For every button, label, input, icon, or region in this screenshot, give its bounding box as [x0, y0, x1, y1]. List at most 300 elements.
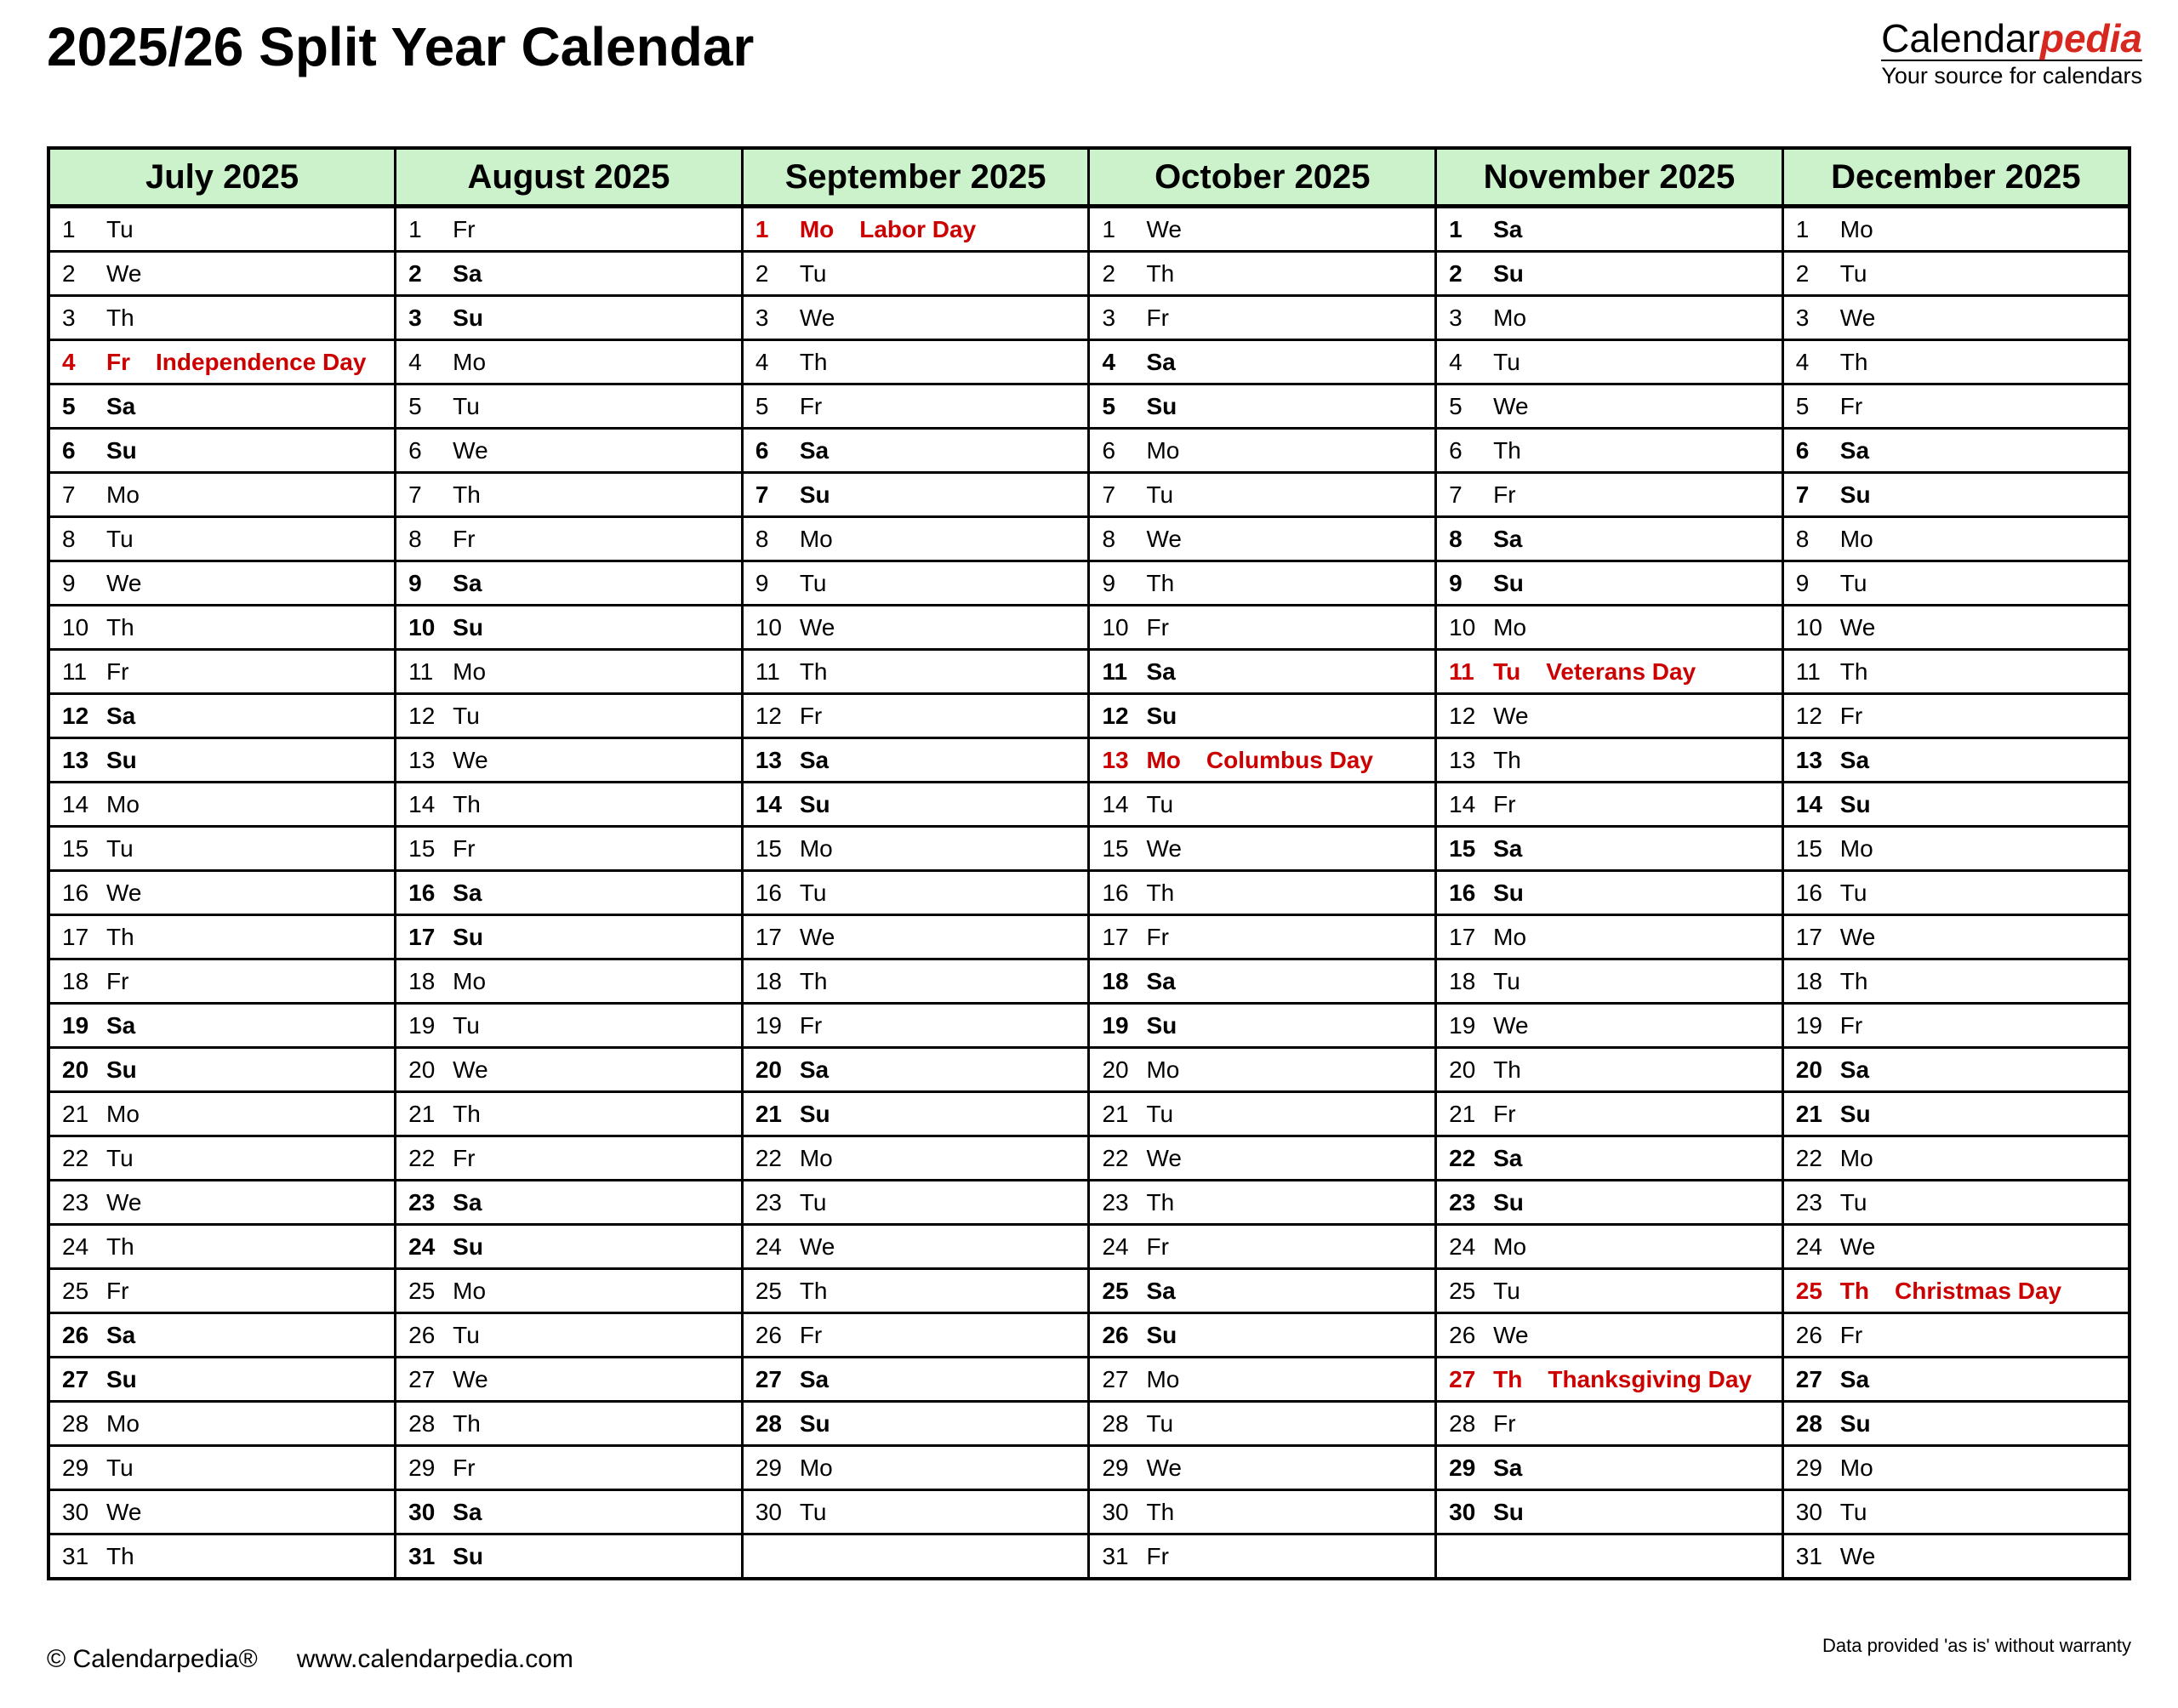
- day-cell-december-2025-30: [1782, 1490, 2130, 1534]
- weekday-abbr: Th: [453, 1409, 481, 1437]
- day-number: 24: [62, 1233, 89, 1260]
- day-cell-july-2025-12: [48, 694, 396, 738]
- day-number: 12: [408, 702, 436, 729]
- weekday-abbr: Su: [799, 790, 830, 817]
- day-cell-october-2025-13: [1089, 738, 1436, 783]
- calendar-table: [47, 146, 2131, 1580]
- day-number: 2: [62, 259, 76, 287]
- day-cell-august-2025-15: [396, 827, 743, 871]
- day-number: 5: [1449, 392, 1462, 419]
- day-cell-july-2025-13: [48, 738, 396, 783]
- day-number: 23: [1102, 1188, 1129, 1216]
- weekday-abbr: Fr: [106, 658, 129, 685]
- day-number: 31: [408, 1542, 436, 1569]
- weekday-abbr: Th: [1146, 1498, 1175, 1525]
- weekday-abbr: Su: [1146, 392, 1177, 419]
- day-number: 16: [408, 879, 436, 906]
- day-cell-august-2025-18: [396, 959, 743, 1004]
- weekday-abbr: We: [799, 613, 835, 640]
- weekday-abbr: Mo: [799, 525, 833, 552]
- day-number: 22: [755, 1144, 782, 1171]
- day-cell-december-2025-26: [1782, 1313, 2130, 1358]
- weekday-abbr: Sa: [106, 1321, 136, 1348]
- day-cell-december-2025-1: [1782, 207, 2130, 252]
- day-number: 14: [1795, 790, 1822, 817]
- day-cell-november-2025-14: [1436, 783, 1783, 827]
- weekday-abbr: Mo: [1839, 525, 1873, 552]
- day-number: 14: [755, 790, 782, 817]
- weekday-abbr: Sa: [1146, 967, 1176, 994]
- weekday-abbr: We: [453, 1365, 488, 1392]
- day-cell-august-2025-22: [396, 1136, 743, 1181]
- page-header: [47, 16, 2142, 91]
- day-number: 6: [1102, 436, 1116, 464]
- day-number: 3: [1795, 304, 1810, 331]
- day-number: 11: [755, 658, 780, 685]
- day-number: 31: [62, 1542, 89, 1569]
- day-cell-september-2025-2: [742, 252, 1089, 296]
- weekday-abbr: Su: [1493, 569, 1524, 596]
- day-cell-december-2025-22: [1782, 1136, 2130, 1181]
- day-cell-september-2025-29: [742, 1446, 1089, 1490]
- day-cell-august-2025-1: [396, 207, 743, 252]
- weekday-abbr: Sa: [1839, 436, 1870, 464]
- weekday-abbr: Tu: [1493, 1277, 1520, 1304]
- weekday-abbr: Sa: [1493, 525, 1523, 552]
- day-cell-december-2025-5: [1782, 384, 2130, 429]
- day-number: 6: [408, 436, 422, 464]
- day-cell-november-2025-28: [1436, 1402, 1783, 1446]
- day-number: 16: [1102, 879, 1129, 906]
- day-number: 29: [1449, 1454, 1476, 1481]
- day-number: 3: [1449, 304, 1462, 331]
- day-number: 5: [62, 392, 76, 419]
- weekday-abbr: Tu: [106, 834, 134, 862]
- empty-cell-november-2025-31: [1436, 1534, 1783, 1580]
- day-number: 29: [1102, 1454, 1129, 1481]
- day-number: 4: [1449, 348, 1462, 375]
- weekday-abbr: Su: [1839, 481, 1871, 508]
- weekday-abbr: Sa: [799, 1056, 830, 1083]
- day-number: 4: [1102, 348, 1116, 375]
- weekday-abbr: Fr: [799, 1321, 823, 1348]
- day-cell-september-2025-5: [742, 384, 1089, 429]
- day-cell-october-2025-24: [1089, 1225, 1436, 1269]
- weekday-abbr: Fr: [1493, 790, 1516, 817]
- day-number: 24: [1795, 1233, 1822, 1260]
- weekday-abbr: Mo: [106, 481, 140, 508]
- day-cell-december-2025-4: [1782, 340, 2130, 384]
- weekday-abbr: Th: [106, 1542, 134, 1569]
- weekday-abbr: Fr: [106, 967, 129, 994]
- weekday-abbr: Th: [1839, 967, 1868, 994]
- weekday-abbr: Su: [1493, 1188, 1524, 1216]
- day-number: 15: [1102, 834, 1129, 862]
- day-cell-september-2025-1: [742, 207, 1089, 252]
- weekday-abbr: Tu: [1146, 790, 1174, 817]
- page-title: 2025/26 Split Year Calendar: [47, 16, 755, 77]
- day-number: 19: [408, 1011, 436, 1039]
- day-cell-august-2025-11: [396, 650, 743, 694]
- weekday-abbr: Mo: [799, 1454, 833, 1481]
- weekday-abbr: Mo: [453, 1277, 487, 1304]
- day-number: 16: [755, 879, 782, 906]
- day-number: 19: [62, 1011, 89, 1039]
- day-number: 26: [1102, 1321, 1129, 1348]
- weekday-abbr: We: [1839, 1233, 1876, 1260]
- weekday-abbr: Mo: [1146, 1056, 1180, 1083]
- day-cell-december-2025-11: [1782, 650, 2130, 694]
- day-number: 1: [1795, 215, 1810, 242]
- day-number: 16: [1449, 879, 1476, 906]
- weekday-abbr: Sa: [1493, 1454, 1523, 1481]
- day-number: 13: [1102, 746, 1129, 773]
- weekday-abbr: Fr: [1146, 1542, 1169, 1569]
- day-cell-october-2025-23: [1089, 1181, 1436, 1225]
- day-cell-august-2025-10: [396, 606, 743, 650]
- day-number: 12: [62, 702, 89, 729]
- day-cell-august-2025-7: [396, 473, 743, 517]
- weekday-abbr: Su: [799, 1100, 830, 1127]
- day-cell-december-2025-21: [1782, 1092, 2130, 1136]
- day-number: 2: [1449, 259, 1462, 287]
- day-number: 28: [1102, 1409, 1129, 1437]
- weekday-abbr: We: [799, 923, 835, 950]
- day-cell-october-2025-9: [1089, 561, 1436, 606]
- day-row-29: [48, 1446, 2130, 1490]
- day-cell-august-2025-21: [396, 1092, 743, 1136]
- day-cell-october-2025-10: [1089, 606, 1436, 650]
- day-cell-november-2025-5: [1436, 384, 1783, 429]
- day-number: 4: [62, 348, 76, 375]
- weekday-abbr: Fr: [799, 702, 823, 729]
- day-number: 20: [1102, 1056, 1129, 1083]
- weekday-abbr: Fr: [1493, 1409, 1516, 1437]
- day-cell-december-2025-9: [1782, 561, 2130, 606]
- day-row-16: [48, 871, 2130, 915]
- day-cell-november-2025-21: [1436, 1092, 1783, 1136]
- weekday-abbr: Sa: [453, 1188, 482, 1216]
- day-number: 25: [1102, 1277, 1129, 1304]
- weekday-abbr: Su: [1839, 1409, 1871, 1437]
- weekday-abbr: Su: [1839, 790, 1871, 817]
- weekday-abbr: Fr: [1839, 1321, 1863, 1348]
- weekday-abbr: Fr: [453, 1144, 476, 1171]
- day-number: 30: [1449, 1498, 1476, 1525]
- day-cell-july-2025-2: [48, 252, 396, 296]
- day-cell-october-2025-21: [1089, 1092, 1436, 1136]
- day-cell-december-2025-20: [1782, 1048, 2130, 1092]
- day-cell-november-2025-22: [1436, 1136, 1783, 1181]
- day-number: 1: [755, 215, 769, 242]
- day-number: 7: [1102, 481, 1116, 508]
- day-cell-october-2025-6: [1089, 429, 1436, 473]
- weekday-abbr: We: [453, 436, 488, 464]
- day-cell-november-2025-12: [1436, 694, 1783, 738]
- weekday-abbr: Su: [1493, 1498, 1524, 1525]
- weekday-abbr: Th: [799, 967, 828, 994]
- day-cell-november-2025-2: [1436, 252, 1783, 296]
- website-url: www.calendarpedia.com: [296, 1645, 573, 1673]
- weekday-abbr: Mo: [1839, 1144, 1873, 1171]
- day-cell-november-2025-30: [1436, 1490, 1783, 1534]
- day-number: 25: [755, 1277, 782, 1304]
- day-number: 17: [1795, 923, 1822, 950]
- day-number: 18: [1449, 967, 1476, 994]
- day-cell-october-2025-12: [1089, 694, 1436, 738]
- day-number: 22: [1102, 1144, 1129, 1171]
- day-number: 8: [408, 525, 422, 552]
- day-row-18: [48, 959, 2130, 1004]
- day-cell-october-2025-18: [1089, 959, 1436, 1004]
- day-cell-july-2025-20: [48, 1048, 396, 1092]
- day-number: 17: [62, 923, 89, 950]
- weekday-abbr: Mo: [453, 967, 487, 994]
- day-cell-september-2025-13: [742, 738, 1089, 783]
- weekday-abbr: Mo: [1146, 746, 1181, 773]
- weekday-abbr: Mo: [1839, 215, 1873, 242]
- day-number: 12: [1449, 702, 1476, 729]
- weekday-abbr: Sa: [799, 1365, 830, 1392]
- day-row-11: [48, 650, 2130, 694]
- day-cell-august-2025-6: [396, 429, 743, 473]
- weekday-abbr: Tu: [453, 702, 480, 729]
- day-cell-august-2025-4: [396, 340, 743, 384]
- footer-copyright: [47, 1645, 573, 1674]
- weekday-abbr: Mo: [799, 1144, 833, 1171]
- weekday-abbr: Tu: [106, 525, 134, 552]
- weekday-abbr: Sa: [799, 436, 830, 464]
- day-cell-august-2025-3: [396, 296, 743, 340]
- day-number: 8: [755, 525, 769, 552]
- weekday-abbr: Sa: [1146, 1277, 1176, 1304]
- day-number: 24: [755, 1233, 782, 1260]
- day-number: 3: [408, 304, 422, 331]
- weekday-abbr: Th: [1839, 348, 1868, 375]
- weekday-abbr: Sa: [1839, 1365, 1870, 1392]
- day-number: 8: [62, 525, 76, 552]
- weekday-abbr: We: [1493, 1321, 1529, 1348]
- day-number: 2: [1102, 259, 1116, 287]
- day-cell-september-2025-25: [742, 1269, 1089, 1313]
- day-cell-october-2025-28: [1089, 1402, 1436, 1446]
- day-number: 22: [408, 1144, 436, 1171]
- day-cell-september-2025-20: [742, 1048, 1089, 1092]
- weekday-abbr: Tu: [1146, 1100, 1174, 1127]
- weekday-abbr: Mo: [1493, 1233, 1527, 1260]
- weekday-abbr: Tu: [1839, 1188, 1867, 1216]
- day-number: 11: [1102, 658, 1128, 685]
- weekday-abbr: Mo: [106, 790, 140, 817]
- month-header-august-2025: August 2025: [396, 148, 743, 207]
- day-cell-october-2025-1: [1089, 207, 1436, 252]
- weekday-abbr: Tu: [799, 259, 827, 287]
- day-cell-august-2025-9: [396, 561, 743, 606]
- calendarpedia-logo: [1881, 16, 2142, 91]
- day-number: 13: [755, 746, 782, 773]
- day-number: 12: [1102, 702, 1129, 729]
- day-cell-september-2025-17: [742, 915, 1089, 959]
- day-number: 30: [1102, 1498, 1129, 1525]
- day-cell-december-2025-29: [1782, 1446, 2130, 1490]
- weekday-abbr: Su: [1493, 879, 1524, 906]
- day-cell-august-2025-25: [396, 1269, 743, 1313]
- day-cell-july-2025-4: [48, 340, 396, 384]
- weekday-abbr: Tu: [106, 1144, 134, 1171]
- day-number: 15: [1449, 834, 1476, 862]
- day-cell-october-2025-30: [1089, 1490, 1436, 1534]
- day-cell-october-2025-2: [1089, 252, 1436, 296]
- day-number: 8: [1102, 525, 1116, 552]
- day-number: 15: [62, 834, 89, 862]
- weekday-abbr: Su: [453, 923, 483, 950]
- weekday-abbr: We: [106, 1498, 142, 1525]
- weekday-abbr: Th: [106, 923, 134, 950]
- weekday-abbr: Th: [453, 1100, 481, 1127]
- day-cell-july-2025-10: [48, 606, 396, 650]
- day-cell-september-2025-11: [742, 650, 1089, 694]
- day-cell-july-2025-19: [48, 1004, 396, 1048]
- weekday-abbr: Tu: [1839, 1498, 1867, 1525]
- day-cell-august-2025-17: [396, 915, 743, 959]
- day-cell-november-2025-8: [1436, 517, 1783, 561]
- day-number: 21: [408, 1100, 436, 1127]
- day-number: 10: [1795, 613, 1822, 640]
- day-cell-november-2025-4: [1436, 340, 1783, 384]
- day-number: 27: [1102, 1365, 1129, 1392]
- day-number: 30: [755, 1498, 782, 1525]
- day-cell-july-2025-5: [48, 384, 396, 429]
- weekday-abbr: Mo: [1839, 1454, 1873, 1481]
- weekday-abbr: Fr: [453, 525, 476, 552]
- day-number: 20: [408, 1056, 436, 1083]
- holiday-label: Labor Day: [859, 215, 977, 242]
- day-number: 3: [62, 304, 76, 331]
- day-cell-december-2025-8: [1782, 517, 2130, 561]
- day-cell-july-2025-18: [48, 959, 396, 1004]
- day-cell-october-2025-20: [1089, 1048, 1436, 1092]
- day-cell-november-2025-27: [1436, 1358, 1783, 1402]
- day-number: 19: [1795, 1011, 1822, 1039]
- weekday-abbr: Sa: [1493, 1144, 1523, 1171]
- day-number: 18: [408, 967, 436, 994]
- day-number: 5: [1795, 392, 1810, 419]
- day-number: 1: [1449, 215, 1462, 242]
- weekday-abbr: Th: [1146, 1188, 1175, 1216]
- day-cell-september-2025-4: [742, 340, 1089, 384]
- day-number: 25: [1795, 1277, 1822, 1304]
- day-number: 15: [1795, 834, 1822, 862]
- day-cell-august-2025-19: [396, 1004, 743, 1048]
- day-cell-september-2025-6: [742, 429, 1089, 473]
- day-cell-november-2025-20: [1436, 1048, 1783, 1092]
- logo-tagline: Your source for calendars: [1881, 60, 2142, 91]
- day-cell-december-2025-13: [1782, 738, 2130, 783]
- day-cell-december-2025-12: [1782, 694, 2130, 738]
- weekday-abbr: Fr: [799, 1011, 823, 1039]
- weekday-abbr: Su: [1146, 702, 1177, 729]
- day-number: 13: [1449, 746, 1476, 773]
- day-number: 1: [408, 215, 422, 242]
- day-number: 17: [408, 923, 436, 950]
- day-cell-july-2025-16: [48, 871, 396, 915]
- weekday-abbr: Fr: [799, 392, 823, 419]
- day-cell-september-2025-30: [742, 1490, 1089, 1534]
- day-number: 13: [1795, 746, 1822, 773]
- day-cell-august-2025-24: [396, 1225, 743, 1269]
- day-number: 28: [755, 1409, 782, 1437]
- weekday-abbr: Mo: [1493, 613, 1527, 640]
- day-cell-september-2025-27: [742, 1358, 1089, 1402]
- day-cell-july-2025-26: [48, 1313, 396, 1358]
- weekday-abbr: Mo: [1146, 436, 1180, 464]
- weekday-abbr: We: [1839, 923, 1876, 950]
- day-number: 23: [755, 1188, 782, 1216]
- footer-disclaimer: Data provided 'as is' without warranty: [1822, 1635, 2131, 1656]
- weekday-abbr: Th: [453, 790, 481, 817]
- weekday-abbr: Tu: [799, 879, 827, 906]
- weekday-abbr: We: [1493, 702, 1529, 729]
- day-number: 19: [1449, 1011, 1476, 1039]
- weekday-abbr: Sa: [106, 1011, 136, 1039]
- weekday-abbr: Mo: [1839, 834, 1873, 862]
- day-number: 15: [755, 834, 782, 862]
- day-cell-september-2025-16: [742, 871, 1089, 915]
- weekday-abbr: Su: [799, 481, 830, 508]
- day-number: 11: [1449, 658, 1474, 685]
- day-cell-july-2025-24: [48, 1225, 396, 1269]
- day-cell-october-2025-16: [1089, 871, 1436, 915]
- day-cell-december-2025-6: [1782, 429, 2130, 473]
- day-number: 24: [408, 1233, 436, 1260]
- day-number: 14: [408, 790, 436, 817]
- weekday-abbr: Th: [106, 1233, 134, 1260]
- day-cell-september-2025-26: [742, 1313, 1089, 1358]
- day-row-26: [48, 1313, 2130, 1358]
- day-number: 21: [1102, 1100, 1129, 1127]
- day-cell-december-2025-19: [1782, 1004, 2130, 1048]
- day-cell-july-2025-25: [48, 1269, 396, 1313]
- weekday-abbr: Fr: [453, 215, 476, 242]
- day-cell-september-2025-12: [742, 694, 1089, 738]
- weekday-abbr: Tu: [799, 1498, 827, 1525]
- day-number: 9: [62, 569, 76, 596]
- day-number: 5: [408, 392, 422, 419]
- day-number: 25: [62, 1277, 89, 1304]
- day-row-23: [48, 1181, 2130, 1225]
- day-cell-july-2025-27: [48, 1358, 396, 1402]
- day-number: 21: [1449, 1100, 1476, 1127]
- day-number: 4: [408, 348, 422, 375]
- day-cell-october-2025-26: [1089, 1313, 1436, 1358]
- day-number: 13: [408, 746, 436, 773]
- day-cell-december-2025-18: [1782, 959, 2130, 1004]
- day-number: 26: [755, 1321, 782, 1348]
- day-number: 28: [408, 1409, 436, 1437]
- day-number: 27: [62, 1365, 89, 1392]
- day-cell-october-2025-17: [1089, 915, 1436, 959]
- day-number: 20: [1449, 1056, 1476, 1083]
- day-cell-november-2025-24: [1436, 1225, 1783, 1269]
- day-cell-august-2025-8: [396, 517, 743, 561]
- day-cell-july-2025-23: [48, 1181, 396, 1225]
- day-cell-october-2025-3: [1089, 296, 1436, 340]
- weekday-abbr: Su: [106, 436, 137, 464]
- weekday-abbr: Sa: [453, 879, 482, 906]
- empty-cell-september-2025-31: [742, 1534, 1089, 1580]
- weekday-abbr: Th: [1493, 1365, 1523, 1392]
- logo-text-red: pedia: [2039, 16, 2142, 60]
